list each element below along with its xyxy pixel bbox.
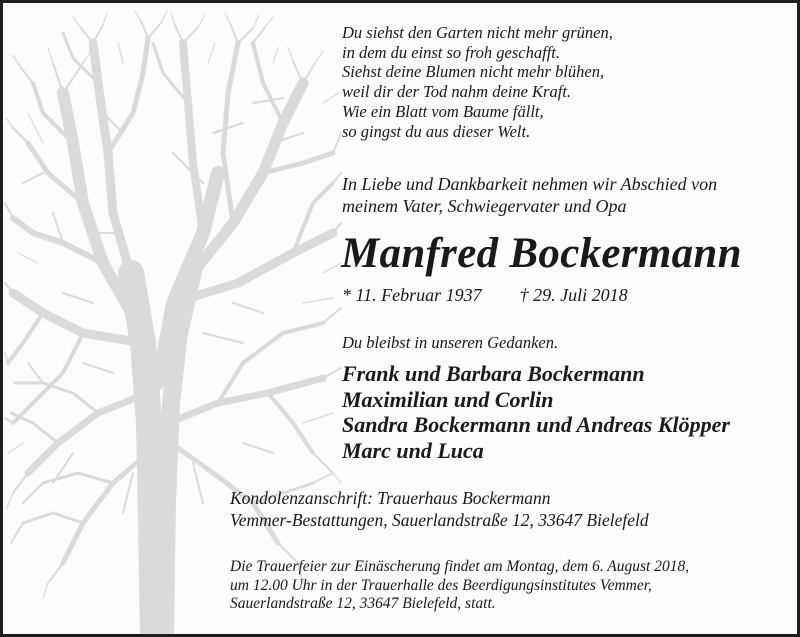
poem (342, 23, 613, 141)
poem-line: Siehst deine Blumen nicht mehr blühen, (342, 62, 605, 82)
farewell-line: meinem Vater, Schwiegervater und Opa (342, 196, 627, 216)
condolence-line: Kondolenzanschrift: Trauerhaus Bockermann (230, 488, 551, 508)
poem-line: Du siehst den Garten nicht mehr grünen, (342, 23, 613, 42)
farewell-text (342, 173, 717, 217)
birth-date: * 11. Februar 1937 (342, 285, 482, 305)
poem-line: Wie ein Blatt vom Baume fällt, (342, 101, 544, 121)
service-line: Sauerlandstraße 12, 33647 Bielefeld, statt. (230, 595, 496, 612)
poem-line: weil dir der Tod nahm deine Kraft. (342, 82, 572, 102)
bare-tree-icon (3, 3, 343, 634)
family-member: Marc und Luca (342, 437, 484, 463)
funeral-service-info (230, 558, 689, 614)
life-dates (342, 284, 628, 306)
family-member: Maximilian und Corlin (342, 386, 554, 412)
family-member: Sandra Bockermann und Andreas Klöpper (342, 412, 730, 437)
condolence-line: Vemmer-Bestattungen, Sauerlandstraße 12, 33647 Bielefeld (230, 510, 649, 530)
condolence-address (230, 487, 649, 531)
poem-line: in dem du einst so froh geschafft. (342, 42, 560, 62)
service-line: um 12.00 Uhr in der Trauerhalle des Beerdigungsinstitutes Vemmer, (230, 576, 652, 594)
family-member: Frank und Barbara Bockermann (342, 361, 645, 386)
obituary-notice (3, 3, 797, 634)
service-line: Die Trauerfeier zur Einäscherung findet am Montag, dem 6. August 2018, (230, 558, 690, 575)
deceased-name: Manfred Bockermann (341, 230, 742, 277)
family-list (342, 361, 730, 463)
remembrance-line: Du bleibst in unseren Gedanken. (342, 333, 559, 352)
death-date: † 29. Juli 2018 (519, 285, 628, 305)
farewell-line: In Liebe und Dankbarkeit nehmen wir Abschied von (342, 174, 718, 194)
poem-line: so gingst du aus dieser Welt. (342, 121, 531, 141)
